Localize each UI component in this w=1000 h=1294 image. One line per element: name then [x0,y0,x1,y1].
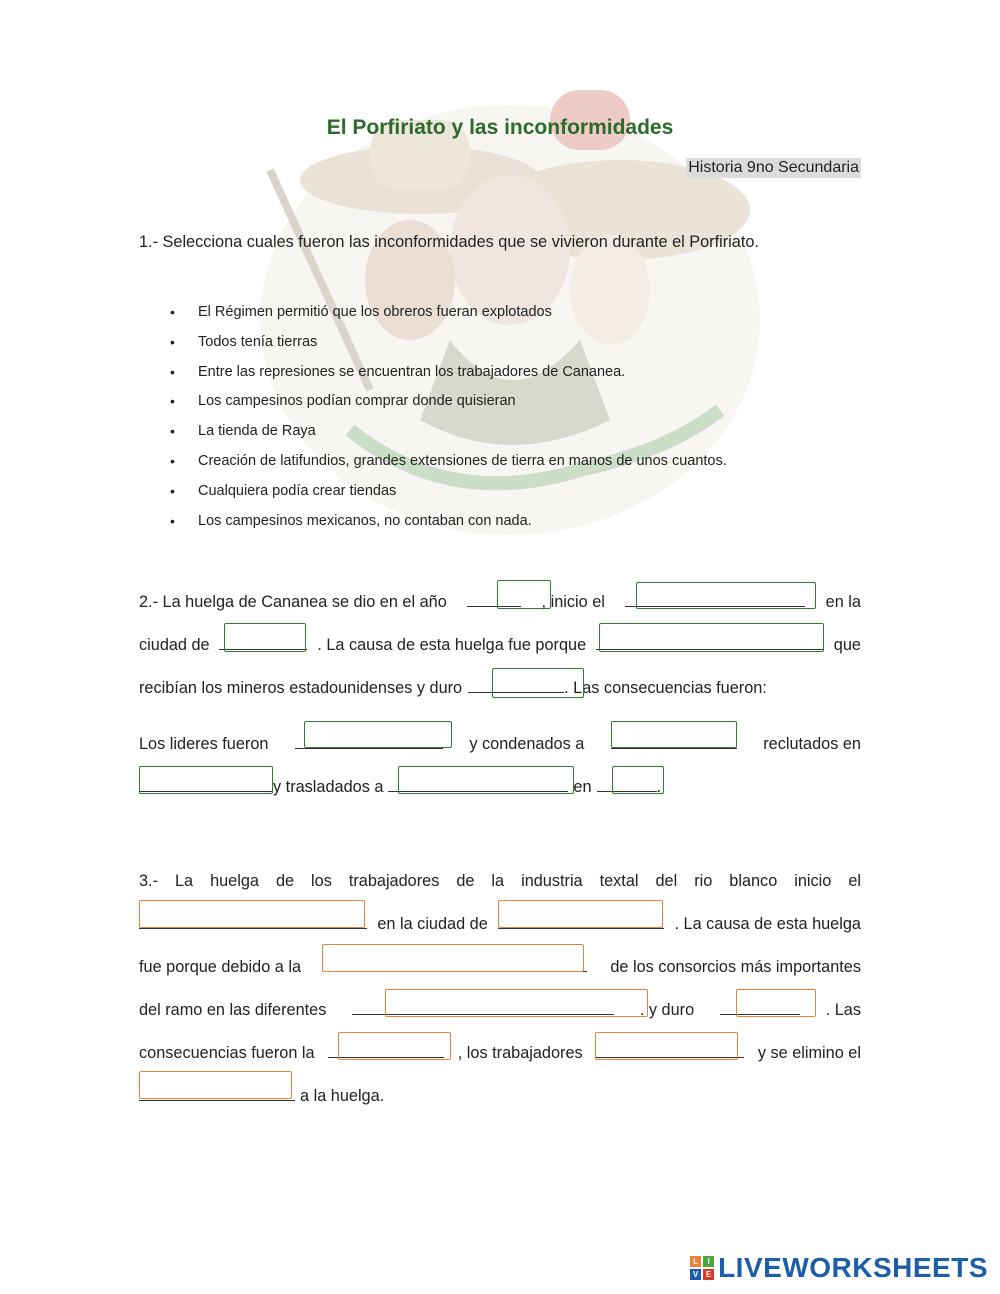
liveworksheets-logo [690,1252,988,1284]
logo-block: V [690,1269,701,1280]
answer-box-rioblanco-city[interactable] [498,900,663,928]
question-1-prompt: 1.- Selecciona cuales fueron las inconformidades que se vivieron durante el Porfiriato. [139,233,759,251]
q3-text: del ramo en las diferentes [139,1001,327,1019]
option-item[interactable]: • La tienda de Raya [170,421,727,451]
logo-block: I [703,1256,714,1267]
answer-box-rioblanco-consequence[interactable] [338,1032,451,1060]
q2-text: reclutados en [763,735,861,753]
logo-text: LIVEWORKSHEETS [718,1252,988,1283]
q2-text: . Las consecuencias fueron: [564,679,767,697]
q3-text: , los trabajadores [457,1044,583,1062]
logo-blocks-icon [690,1256,714,1280]
answer-box-rioblanco-duration[interactable] [736,989,816,1017]
answer-box-leaders[interactable] [304,721,452,748]
answer-box-cananea-duration[interactable] [492,668,584,698]
answer-box-rioblanco-cause[interactable] [322,944,584,972]
q2-text: , inicio el [541,593,605,611]
q2-text: Los lideres fueron [139,735,269,753]
answer-box-place[interactable] [612,766,664,794]
q2-text: en la [825,593,861,611]
question-3-line-1: 3.- La huelga de los trabajadores de la industria textal del rio blanco inicio el [139,872,861,890]
option-item[interactable]: • Creación de latifundios, grandes extensiones de tierra en manos de unos cuantos. [170,451,727,481]
q2-text: y condenados a [469,735,585,753]
option-item[interactable]: • Todos tenía tierras [170,332,727,362]
logo-block: E [703,1269,714,1280]
q3-text: consecuencias fueron la [139,1044,315,1062]
question-1-options [170,302,727,540]
option-item[interactable]: • Los campesinos mexicanos, no contaban con nada. [170,511,727,541]
answer-box-rioblanco-workers[interactable] [595,1032,738,1060]
q2-text: . La causa de esta huelga fue porque [317,636,587,654]
q2-text: ciudad de [139,636,210,654]
q3-text: a la huelga. [300,1087,385,1105]
q3-text: en la ciudad de [377,915,488,933]
answer-box-cananea-cause[interactable] [599,623,824,652]
answer-box-rioblanco-eliminated[interactable] [139,1071,292,1099]
option-item[interactable]: • Los campesinos podían comprar donde quisieran [170,391,727,421]
page-title: El Porfiriato y las inconformidades [326,116,674,139]
answer-box-rioblanco-places[interactable] [385,989,648,1017]
q3-text: fue porque debido a la [139,958,302,976]
q2-text: . [656,778,662,796]
answer-box-recruited[interactable] [139,766,273,794]
option-item[interactable]: • El Régimen permitió que los obreros fueran explotados [170,302,727,332]
answer-box-cananea-year[interactable] [497,580,551,609]
q3-text: y se elimino el [757,1044,861,1062]
answer-box-rioblanco-start-date[interactable] [139,900,365,928]
answer-box-transferred[interactable] [398,766,574,794]
answer-box-condemned[interactable] [611,721,737,748]
q3-text: . La causa de esta huelga [674,915,861,933]
q3-text: . Las [825,1001,861,1019]
question-2-line-4 [139,733,861,755]
question-3-line-5 [139,1042,861,1064]
q2-text: y trasladados a [273,778,384,796]
answer-box-cananea-city[interactable] [224,623,306,652]
q3-text: . y duro [639,1001,695,1019]
option-item[interactable]: • Cualquiera podía crear tiendas [170,481,727,511]
answer-box-cananea-start-date[interactable] [636,582,816,609]
page-subtitle: Historia 9no Secundaria [688,159,859,176]
logo-block: L [690,1256,701,1267]
q2-text: recibían los mineros estadounidenses y duro [139,679,463,697]
q2-text: que [833,636,861,654]
q3-text: de los consorcios más importantes [610,958,861,976]
option-item[interactable]: • Entre las represiones se encuentran los trabajadores de Cananea. [170,362,727,392]
q2-text: 2.- La huelga de Cananea se dio en el año [139,593,447,611]
q2-text: en [573,778,592,796]
